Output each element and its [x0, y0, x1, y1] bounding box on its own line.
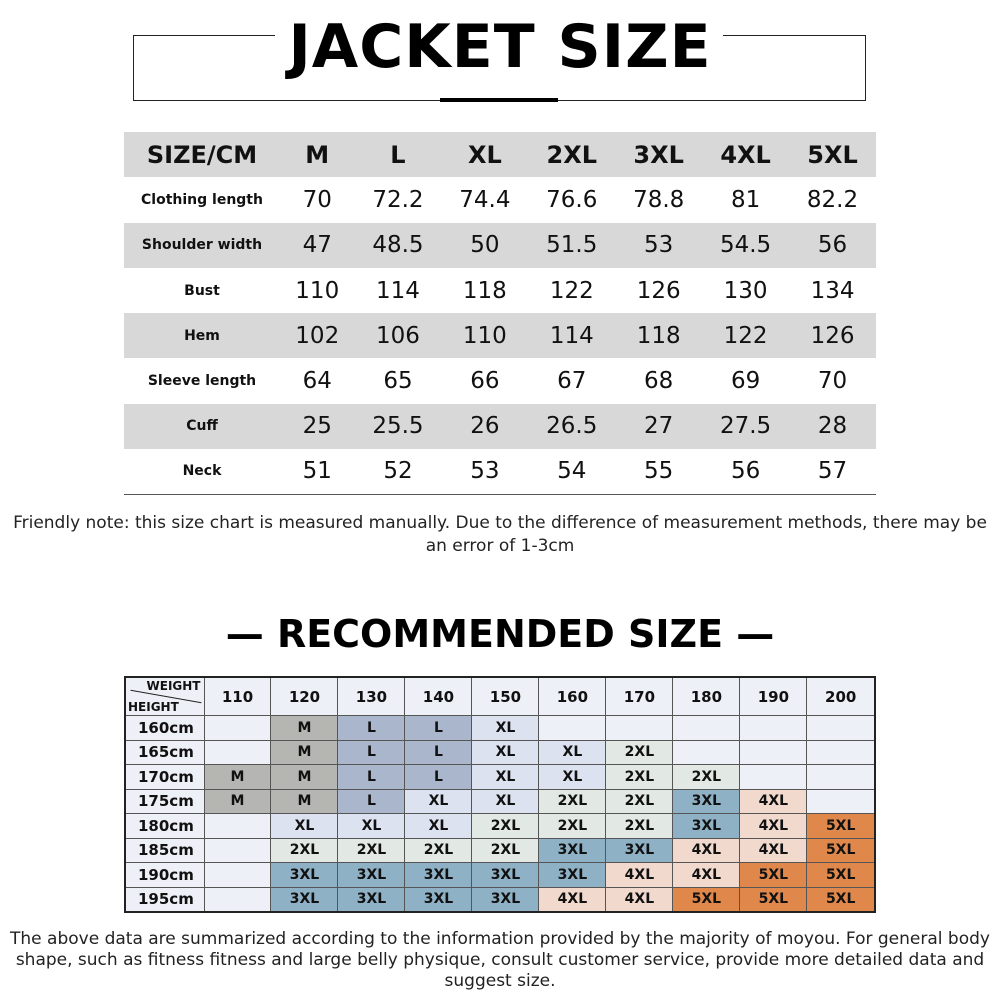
size-header: XL [441, 132, 528, 177]
measurement-label: Sleeve length [147, 373, 257, 390]
size-cell: XL [472, 740, 539, 765]
weight-header: 110 [204, 677, 271, 716]
size-cell: 2XL [539, 814, 606, 839]
size-header: 2XL [528, 132, 615, 177]
measurement-value: 56 [730, 458, 761, 485]
table-row [125, 789, 875, 814]
measurement-value: 102 [280, 313, 355, 358]
corner-cell [125, 677, 204, 716]
size-cell: XL [405, 789, 472, 814]
measurement-note: Friendly note: this size chart is measured manually. Due to the difference of measurement methods, there may be an error of 1-3cm [13, 513, 987, 556]
size-cell: XL [472, 789, 539, 814]
size-cell: 5XL [740, 863, 807, 888]
weight-header: 140 [405, 677, 472, 716]
size-cell: L [338, 765, 405, 790]
size-cell: XL [472, 765, 539, 790]
size-cell: M [204, 789, 271, 814]
weight-header: 190 [740, 677, 807, 716]
height-label: 170cm [125, 765, 204, 790]
table-row [124, 449, 876, 494]
measurement-value: 25 [280, 404, 355, 449]
page-title: JACKET SIZE [288, 12, 712, 82]
measurement-value: 67 [557, 368, 587, 395]
size-cell: L [338, 789, 405, 814]
measurement-value: 66 [470, 368, 500, 395]
size-header: 3XL [615, 132, 702, 177]
size-cell: 5XL [807, 887, 875, 912]
measurement-value: 118 [462, 277, 507, 304]
recommended-size-table [124, 676, 876, 913]
size-cell: 3XL [338, 863, 405, 888]
table-row [125, 863, 875, 888]
measurement-value: 110 [295, 277, 340, 304]
table-row [124, 177, 876, 222]
measurement-value: 48.5 [355, 223, 442, 268]
table-row [124, 404, 876, 449]
size-cell [204, 740, 271, 765]
height-label: 190cm [125, 863, 204, 888]
size-cell: L [405, 765, 472, 790]
size-header: 4XL [702, 132, 789, 177]
measurement-value: 53 [470, 458, 500, 485]
size-cell [807, 789, 875, 814]
header-label: SIZE/CM [124, 132, 280, 177]
size-cell: 3XL [539, 863, 606, 888]
size-cell [204, 863, 271, 888]
measurement-value: 51.5 [528, 223, 615, 268]
size-cell: 2XL [606, 765, 673, 790]
size-cell [673, 716, 740, 741]
size-cell: L [405, 740, 472, 765]
measurement-value: 53 [615, 223, 702, 268]
size-chart-table [124, 132, 876, 495]
measurement-value: 114 [528, 313, 615, 358]
height-label: 160cm [125, 716, 204, 741]
size-cell: 2XL [271, 838, 338, 863]
size-cell: 3XL [338, 887, 405, 912]
size-cell: M [271, 765, 338, 790]
size-cell: 2XL [606, 789, 673, 814]
size-cell: 3XL [606, 838, 673, 863]
height-label: 180cm [125, 814, 204, 839]
size-cell: 5XL [807, 814, 875, 839]
height-label: 195cm [125, 887, 204, 912]
measurement-value: 51 [302, 458, 332, 485]
weight-header: 180 [673, 677, 740, 716]
size-cell: 3XL [405, 863, 472, 888]
size-cell [539, 716, 606, 741]
measurement-value: 64 [302, 368, 332, 395]
measurement-value: 70 [302, 186, 332, 213]
size-cell [204, 814, 271, 839]
table-row [125, 765, 875, 790]
table-row [125, 740, 875, 765]
table-row [124, 268, 876, 313]
table-row [124, 313, 876, 358]
size-cell: 5XL [807, 838, 875, 863]
weight-header: 150 [472, 677, 539, 716]
measurement-value: 78.8 [633, 186, 685, 213]
size-cell: 3XL [673, 814, 740, 839]
measurement-label: Cuff [124, 404, 280, 449]
size-cell [204, 838, 271, 863]
measurement-value: 26 [441, 404, 528, 449]
size-cell: M [271, 740, 338, 765]
measurement-value: 68 [644, 368, 674, 395]
size-cell [807, 716, 875, 741]
measurement-value: 74.4 [459, 186, 511, 213]
weight-header: 160 [539, 677, 606, 716]
weight-header-row [125, 677, 875, 716]
size-cell: 3XL [405, 887, 472, 912]
measurement-value: 26.5 [528, 404, 615, 449]
size-cell: XL [338, 814, 405, 839]
size-cell: XL [539, 765, 606, 790]
size-cell: L [338, 716, 405, 741]
size-cell: 2XL [472, 838, 539, 863]
table-row [125, 887, 875, 912]
size-cell [606, 716, 673, 741]
table-row [124, 358, 876, 403]
height-label: HEIGHT [128, 700, 179, 714]
measurement-value: 122 [549, 277, 594, 304]
size-cell: 2XL [405, 838, 472, 863]
size-cell: 2XL [539, 789, 606, 814]
recommended-title: — RECOMMENDED SIZE — [225, 612, 775, 656]
size-header: 5XL [789, 132, 876, 177]
size-cell: 3XL [271, 887, 338, 912]
measurement-value: 110 [441, 313, 528, 358]
weight-header: 200 [807, 677, 875, 716]
size-cell: L [338, 740, 405, 765]
size-cell: 3XL [271, 863, 338, 888]
measurement-label: Clothing length [141, 191, 263, 208]
size-cell: 2XL [472, 814, 539, 839]
measurement-value: 106 [355, 313, 442, 358]
measurement-value: 57 [817, 458, 848, 485]
table-row [124, 223, 876, 268]
measurement-value: 54 [557, 458, 587, 485]
weight-header: 130 [338, 677, 405, 716]
size-cell [673, 740, 740, 765]
size-cell: 4XL [606, 863, 673, 888]
size-cell: 3XL [472, 887, 539, 912]
measurement-label: Shoulder width [124, 223, 280, 268]
recommendation-note: The above data are summarized according to the information provided by the majority of moyou. For general body shape, such as fitness fitness and large belly physique, consult customer service, provide more detailed data and suggest size. [10, 929, 990, 991]
measurement-value: 130 [723, 277, 768, 304]
measurement-value: 81 [730, 186, 761, 213]
measurement-value: 126 [789, 313, 876, 358]
size-cell: 2XL [673, 765, 740, 790]
measurement-label: Bust [184, 282, 220, 299]
measurement-value: 52 [383, 458, 413, 485]
measurement-value: 65 [383, 368, 413, 395]
measurement-value: 25.5 [355, 404, 442, 449]
size-cell [204, 887, 271, 912]
measurement-value: 114 [376, 277, 420, 304]
measurement-value: 72.2 [372, 186, 424, 213]
measurement-value: 28 [789, 404, 876, 449]
size-cell: 2XL [606, 740, 673, 765]
measurement-value: 27.5 [702, 404, 789, 449]
height-label: 165cm [125, 740, 204, 765]
size-cell: 3XL [472, 863, 539, 888]
weight-header: 170 [606, 677, 673, 716]
measurement-value: 70 [817, 368, 848, 395]
measurement-value: 56 [789, 223, 876, 268]
measurement-value: 76.6 [546, 186, 598, 213]
table-row [125, 716, 875, 741]
size-cell: 2XL [606, 814, 673, 839]
measurement-label: Neck [182, 463, 222, 480]
table-row [125, 838, 875, 863]
size-cell: XL [405, 814, 472, 839]
measurement-value: 47 [280, 223, 355, 268]
table-row [125, 814, 875, 839]
size-cell: 4XL [606, 887, 673, 912]
size-cell [204, 716, 271, 741]
weight-label: WEIGHT [146, 679, 201, 693]
size-cell: 4XL [539, 887, 606, 912]
measurement-value: 122 [702, 313, 789, 358]
size-cell: M [271, 716, 338, 741]
title-underline [440, 98, 558, 102]
size-cell: 5XL [673, 887, 740, 912]
size-cell: 4XL [740, 838, 807, 863]
size-cell: 5XL [807, 863, 875, 888]
size-cell: XL [539, 740, 606, 765]
size-header: L [355, 132, 442, 177]
size-cell: 5XL [740, 887, 807, 912]
size-cell: 4XL [740, 814, 807, 839]
size-chart-header [124, 132, 876, 177]
measurement-value: 134 [810, 277, 855, 304]
size-cell: XL [472, 716, 539, 741]
size-cell: M [204, 765, 271, 790]
size-cell: XL [271, 814, 338, 839]
measurement-value: 27 [615, 404, 702, 449]
size-cell: L [405, 716, 472, 741]
size-cell: 2XL [338, 838, 405, 863]
measurement-value: 55 [644, 458, 674, 485]
size-cell: 4XL [673, 838, 740, 863]
measurement-value: 126 [636, 277, 681, 304]
measurement-value: 69 [730, 368, 761, 395]
size-cell [740, 716, 807, 741]
measurement-value: 50 [441, 223, 528, 268]
size-cell [807, 740, 875, 765]
size-cell [740, 765, 807, 790]
measurement-value: 118 [615, 313, 702, 358]
measurement-label: Hem [124, 313, 280, 358]
measurement-value: 82.2 [806, 186, 859, 213]
size-cell [740, 740, 807, 765]
size-header: M [280, 132, 355, 177]
size-cell: M [271, 789, 338, 814]
size-cell: 4XL [673, 863, 740, 888]
size-cell [807, 765, 875, 790]
size-cell: 3XL [673, 789, 740, 814]
size-cell: 4XL [740, 789, 807, 814]
size-cell: 3XL [539, 838, 606, 863]
height-label: 175cm [125, 789, 204, 814]
measurement-value: 54.5 [702, 223, 789, 268]
weight-header: 120 [271, 677, 338, 716]
height-label: 185cm [125, 838, 204, 863]
